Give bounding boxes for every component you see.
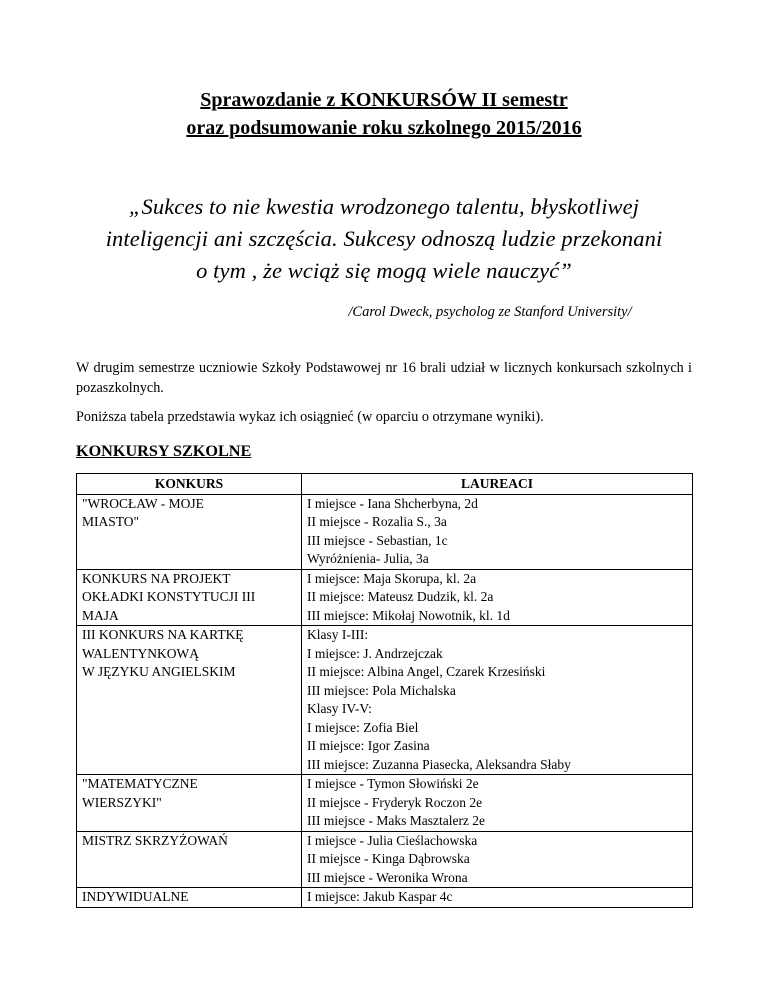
winner-line: I miejsce: Maja Skorupa, kl. 2a (307, 570, 477, 586)
results-table (76, 473, 693, 908)
table-row (77, 831, 693, 888)
winner-line: III miejsce: Zuzanna Piasecka, Aleksandra Słaby (307, 756, 571, 772)
contest-name-line: III KONKURS NA KARTKĘ (82, 627, 244, 642)
winner-line: II miejsce: Mateusz Dudzik, kl. 2a (307, 589, 494, 604)
winners-cell (302, 569, 693, 626)
winner-line: II miejsce: Igor Zasina (307, 738, 430, 753)
contest-name-line: OKŁADKI KONSTYTUCJI III (82, 589, 256, 604)
winner-line: I miejsce - Tymon Słowiński 2e (307, 776, 479, 791)
report-title-line2: oraz podsumowanie roku szkolnego 2015/2016 (186, 117, 582, 139)
winner-line: I miejsce: Zofia Biel (307, 719, 419, 735)
table-row (77, 775, 693, 832)
contest-name-line: MISTRZ SKRZYŻOWAŃ (82, 832, 228, 848)
contest-cell (77, 569, 302, 626)
contest-name-line: MAJA (82, 607, 119, 623)
contest-cell (77, 775, 302, 832)
quote-line2: inteligencji ani szczęścia. Sukcesy odnoszą ludzie przekonani (105, 226, 663, 251)
contest-name-line: KONKURS NA PROJEKT (82, 570, 231, 586)
winner-line: I miejsce: Jakub Kaspar 4c (307, 889, 453, 904)
winner-line: III miejsce - Sebastian, 1c (307, 532, 448, 548)
contest-name-line: W JĘZYKU ANGIELSKIM (82, 664, 236, 679)
contest-name-line: WALENTYNKOWĄ (82, 645, 199, 661)
contest-cell (77, 888, 302, 908)
contest-name-line: WIERSZYKI" (82, 794, 162, 810)
contest-name-line: "MATEMATYCZNE (82, 776, 198, 791)
column-header-winners: LAUREACI (302, 474, 693, 495)
contest-cell (77, 494, 302, 569)
winner-line: I miejsce - Julia Cieślachowska (307, 832, 478, 848)
contest-cell (77, 626, 302, 775)
winner-line: III miejsce: Mikołaj Nowotnik, kl. 1d (307, 607, 510, 623)
contest-name-line: MIASTO" (82, 514, 140, 529)
table-row (77, 626, 693, 775)
winner-line: III miejsce - Weronika Wrona (307, 869, 468, 885)
winners-cell (302, 626, 693, 775)
winners-cell (302, 775, 693, 832)
contest-name-line: "WROCŁAW - MOJE (82, 495, 204, 511)
contest-name-line: INDYWIDUALNE (82, 889, 189, 904)
table-row (77, 494, 693, 569)
quote-author: /Carol Dweck, psycholog ze Stanford University/ (348, 304, 632, 320)
table-header-row (77, 474, 693, 495)
winner-line: I miejsce - Iana Shcherbyna, 2d (307, 495, 478, 511)
winner-line: III miejsce - Maks Masztalerz 2e (307, 813, 486, 828)
winner-line: Wyróżnienia- Julia, 3a (307, 551, 429, 566)
winner-line: II miejsce - Rozalia S., 3a (307, 514, 447, 529)
table-row (77, 888, 693, 908)
winner-line: III miejsce: Pola Michalska (307, 682, 456, 698)
winner-line: I miejsce: J. Andrzejczak (307, 645, 443, 661)
winners-cell (302, 831, 693, 888)
quote-line3: o tym , że wciąż się mogą wiele nauczyć” (196, 258, 572, 283)
contest-cell (77, 831, 302, 888)
table-row (77, 569, 693, 626)
column-header-contest: KONKURS (77, 474, 302, 495)
winner-line: II miejsce - Kinga Dąbrowska (307, 851, 470, 866)
winner-line: II miejsce - Fryderyk Roczon 2e (307, 794, 483, 810)
winners-cell (302, 888, 693, 908)
report-title-line1: Sprawozdanie z KONKURSÓW II semestr (200, 89, 568, 111)
winners-cell (302, 494, 693, 569)
intro-paragraph: W drugim semestrze uczniowie Szkoły Podstawowej nr 16 brali udział w licznych konkursach szkolnych i pozaszkolnych. (76, 360, 692, 396)
winner-line: Klasy IV-V: (307, 701, 372, 716)
winner-line: II miejsce: Albina Angel, Czarek Krzesiński (307, 664, 546, 679)
table-description: Poniższa tabela przedstawia wykaz ich osiągnieć (w oparciu o otrzymane wyniki). (76, 409, 544, 425)
quote-line1: „Sukces to nie kwestia wrodzonego talentu, błyskotliwej (128, 194, 640, 219)
winner-line: Klasy I-III: (307, 627, 369, 642)
section-heading: KONKURSY SZKOLNE (76, 442, 252, 460)
